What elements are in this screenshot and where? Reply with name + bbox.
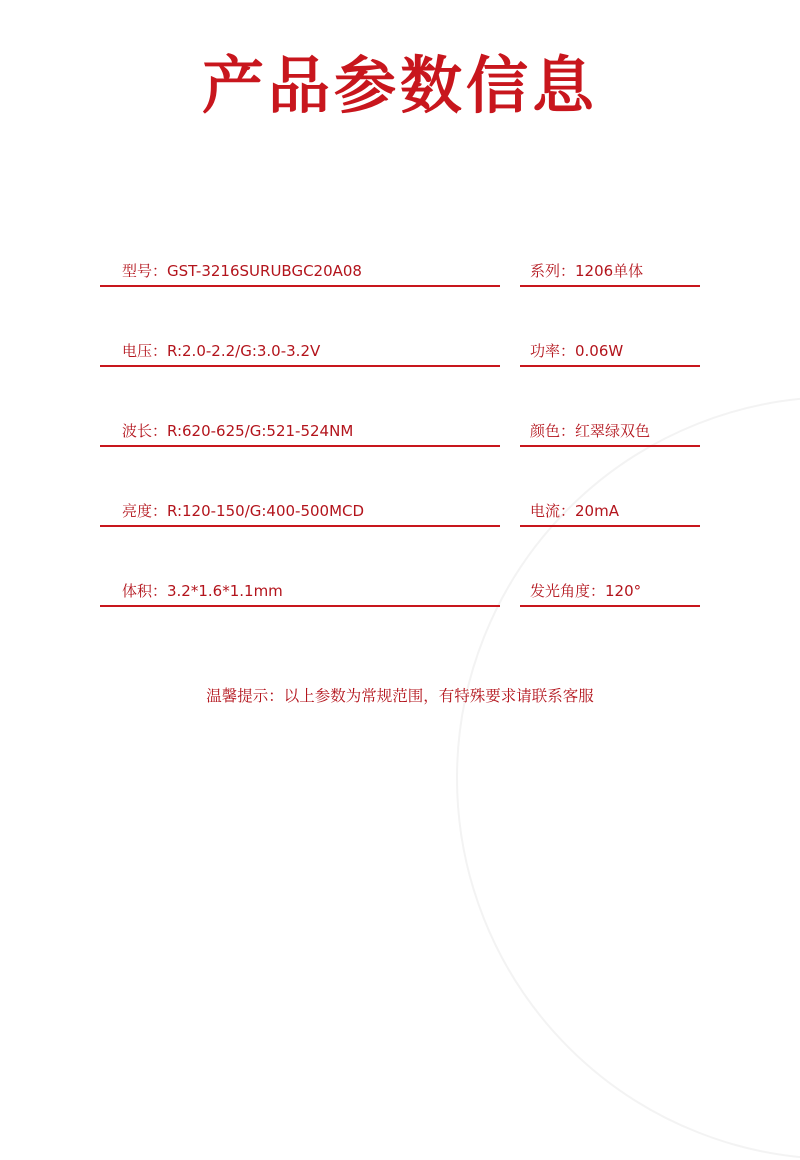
spec-model: 型号：GST-3216SURUBGC20A08	[100, 255, 500, 287]
spec-brightness: 亮度：R:120-150/G:400-500MCD	[100, 495, 500, 527]
spec-table	[100, 255, 700, 655]
spec-row-model	[100, 255, 700, 335]
spec-voltage: 电压：R:2.0-2.2/G:3.0-3.2V	[100, 335, 500, 367]
footnote: 温馨提示：以上参数为常规范围，有特殊要求请联系客服	[206, 687, 594, 705]
spec-wavelength: 波长：R:620-625/G:521-524NM	[100, 415, 500, 447]
spec-current: 电流：20mA	[520, 495, 700, 527]
spec-angle: 发光角度：120°	[520, 575, 700, 607]
spec-row-brightness	[100, 495, 700, 575]
spec-row-voltage	[100, 335, 700, 415]
spec-color: 颜色：红翠绿双色	[520, 415, 700, 447]
spec-row-wavelength	[100, 415, 700, 495]
spec-row-size	[100, 575, 700, 655]
spec-size: 体积：3.2*1.6*1.1mm	[100, 575, 500, 607]
spec-series: 系列：1206单体	[520, 255, 700, 287]
spec-power: 功率：0.06W	[520, 335, 700, 367]
page-title: 产品参数信息	[201, 49, 598, 122]
